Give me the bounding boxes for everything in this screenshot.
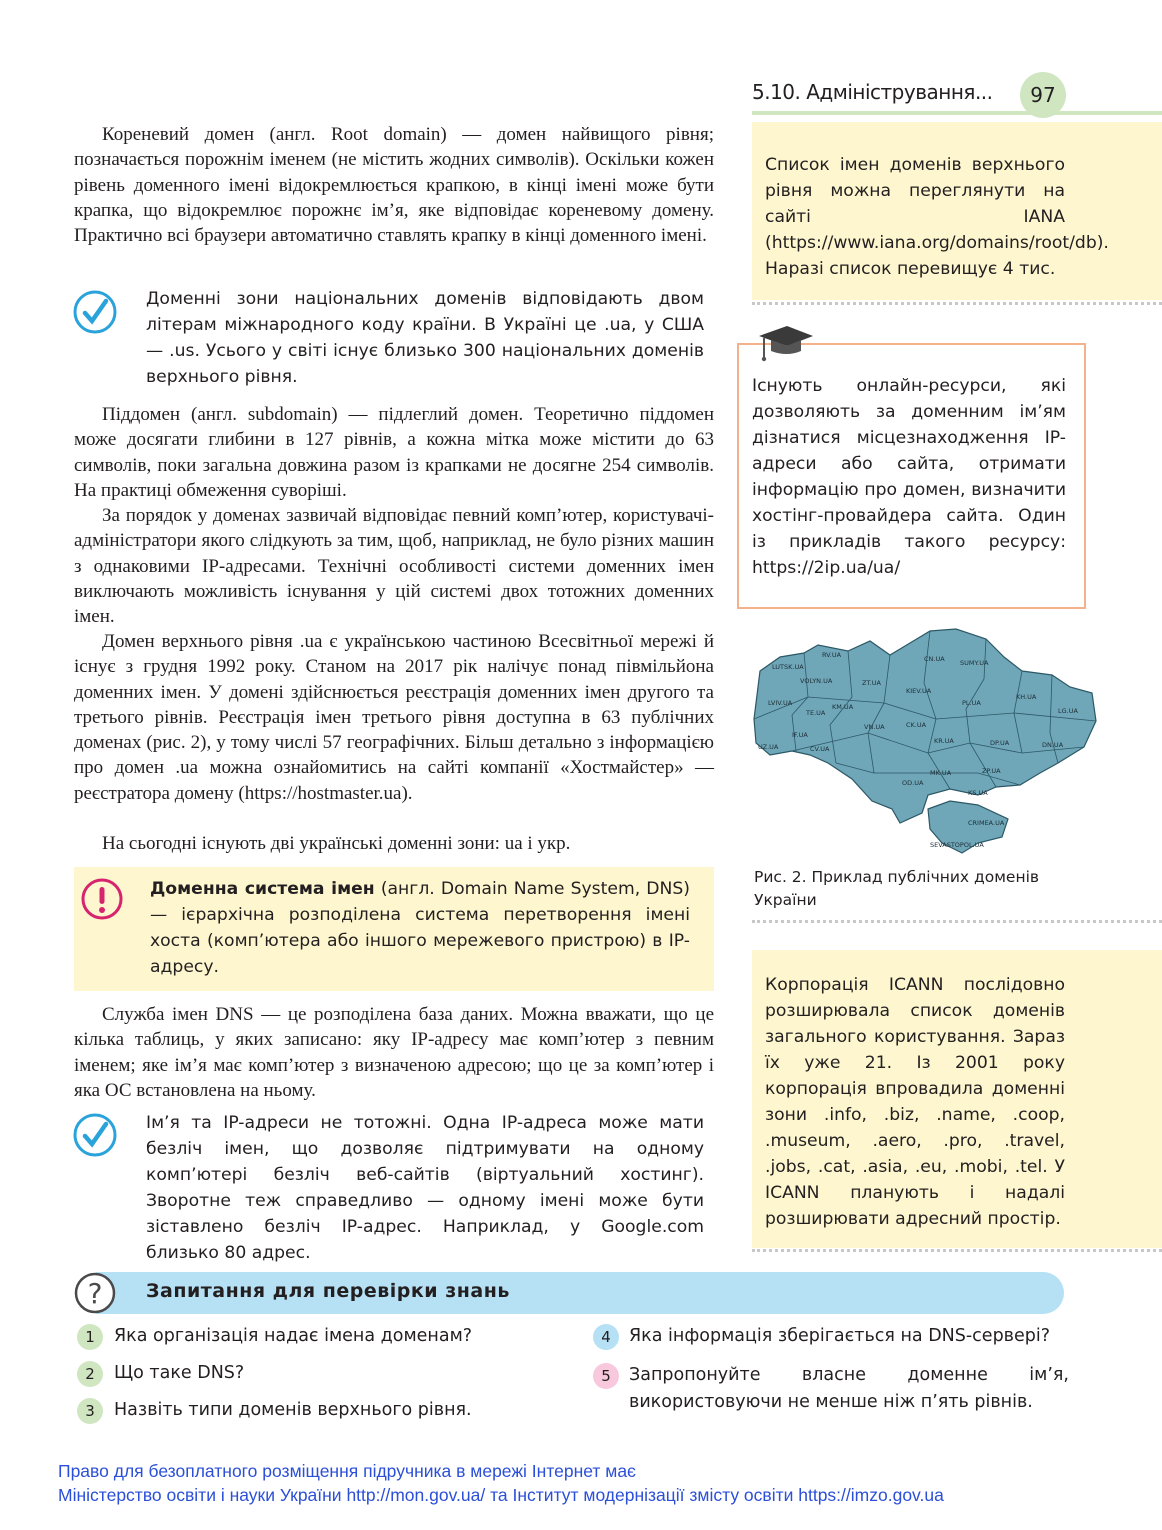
dotted-divider [752,1249,1162,1252]
map-region-label: DP.UA [990,739,1010,747]
check-icon [73,1113,117,1157]
question-number: 2 [77,1361,103,1387]
map-region-label: KR.UA [934,737,954,745]
map-region-label: MK.UA [930,769,952,777]
map-region-label: DN.UA [1042,741,1064,749]
paragraph-zones: На сьогодні існують дві українські доменні зони: ua і укр. [102,833,571,854]
map-region-label: OD.UA [902,779,924,787]
figure-caption: Рис. 2. Приклад публічних доменів України [754,868,1040,909]
header-rule [752,111,1162,115]
map-region-label: LUTSK.UA [772,663,804,671]
map-region-label: KIEV.UA [906,687,932,695]
map-region-label: ZP.UA [982,767,1001,775]
map-region-label: PL.UA [962,699,981,707]
ukraine-domains-map [752,623,1098,855]
map-region-label: VN.UA [864,723,885,731]
question-text: Яка організація надає імена доменам? [114,1326,473,1346]
section-title: 5.10. Адміністрування... [752,80,993,104]
map-region-label: KM.UA [832,703,854,711]
sidebar-text-iana: Список імен доменів верхнього рівня можна переглянути на сайті IANA (https://www.iana.org/domains/root/db). Наразі список перевищує 4 тис. [765,155,1109,279]
sidebar-text-online-resources: Існують онлайн-ресурси, які дозволяють за доменним ім’ям дізнатися місцезнаходження IP-адреси або сайта, отримати інформацію про домен, визначити хостінг-провайдера сайта. Один із прикладів такого ресурсу: https://2ip.ua/ua/ [752,376,1066,578]
question-text: Яка інформація зберігається на DNS-сервері? [629,1326,1051,1346]
map-region-label: IF.UA [792,731,808,739]
map-region-label: LVIV.UA [768,699,793,707]
footer-line-1: Право для безоплатного розміщення підручника в мережі Інтернет має [58,1461,636,1481]
map-region-label: KS.UA [968,789,988,797]
definition-body: (англ. Domain Name System, DNS) — ієрархічна розподілена система перетворення імені хоста (комп’ютера або іншого мережевого пристрою) в IP-адресу. [150,879,691,977]
check-icon [73,290,117,334]
question-text: Назвіть типи доменів верхнього рівня. [114,1400,472,1420]
map-region-label: CK.UA [906,721,927,729]
graduation-cap-icon [757,324,815,362]
map-region-label: SUMY.UA [960,659,989,667]
paragraph-dns-service: Служба імен DNS — це розподілена база даних. Можна вважати, що це кілька таблиць, у яких записано: яку IP-адресу має комп’ютер з певним іменем; яке ім’я має комп’ютер з визначеною адресою; що це за комп’ютер і яка ОС встановлена на ньому. [74,1004,714,1101]
map-region-label: SEVASTOPOL.UA [930,841,984,849]
map-region-label: CN.UA [924,655,945,663]
question-icon [74,1272,116,1314]
map-region-label: KH.UA [1016,693,1037,701]
paragraph-subdomain: Піддомен (англ. subdomain) — підлеглий домен. Теоретично піддомен може досягати глибини в 127 рівнів, а кожна мітка може містити до 63 символів, поки загальна довжина разом із крапками не досягне 254 символів. На практиці обмеження суворіші. [74,404,714,501]
definition-term: Доменна система імен [150,879,375,899]
note-names-and-ips: Ім’я та IP-адреси не тотожні. Одна IP-адреса може мати безліч імен, що дозволяє підтримувати на одному комп’ютері безліч веб-сайтів (віртуальний хостинг). Зворотне теж справедливо — одному імені може бути зіставлено безліч IP-адрес. Наприклад, у Google.com близько 80 адрес. [146,1113,704,1263]
svg-text:?: ? [87,1277,103,1310]
questions-title: Запитання для перевірки знань [146,1280,510,1302]
map-region-label: ZT.UA [862,679,881,687]
map-region-label: CV.UA [810,745,830,753]
question-text: Що таке DNS? [114,1363,245,1383]
question-number: 3 [77,1398,103,1424]
map-region-label: LG.UA [1058,707,1078,715]
page-number: 97 [1020,72,1066,118]
map-region-label: TE.UA [806,709,826,717]
paragraph-domain-admin: За порядок у доменах зазвичай відповідає певний комп’ютер, користувачі-адміністратори якого слідкують за тим, щоб, наприклад, не було різних машин з однаковими IP-адресами. Технічні особливості системи доменних імен виключають можливість існування у цій системі двох тотожних доменних імен. [74,505,714,628]
map-region-label: RV.UA [822,651,842,659]
map-region-label: CRIMEA.UA [968,819,1005,827]
dotted-divider [752,302,1162,305]
question-number: 1 [77,1324,103,1350]
paragraph-root-domain: Кореневий домен (англ. Root domain) — домен найвищого рівня; позначається порожнім іменем (не містить жодних символів). Оскільки кожен рівень доменного імені відокремлюється крапкою, в кінці імені може бути крапка, що відокремлює порожнє ім’я, яке відповідає кореневому домену. Практично всі браузери автоматично ставлять крапку в кінці доменного імені. [74,124,714,247]
paragraph-ua-domain: Домен верхнього рівня .ua є українською частиною Всесвітньої мережі й існує з грудня 1992 року. Станом на 2017 рік налічує понад півмільйона доменних імен. У домені здійснюється реєстрація доменних імен другого та третього рівнів. Реєстрація імен третього рівня доступна в 63 публічних доменах (рис. 2), у тому числі 57 географічних. Більш детально з інформацією про домен .ua можна ознайомитись на сайті компанії «Хостмайстер» — реєстратора домену (https://hostmaster.ua). [74,631,714,804]
question-text: Запропонуйте власне доменне ім’я, використовуючи не менше ніж п’ять рівнів. [629,1365,1069,1412]
footer-line-2: Міністерство освіти і науки України http://mon.gov.ua/ та Інститут модернізації змісту освіти https://imzo.gov.ua [58,1485,944,1505]
definition-dns [150,876,690,980]
note-national-domains: Доменні зони національних доменів відповідають двом літерам міжнародного коду країни. В Україні це .ua, у США — .us. Усього у світі існує близько 300 національних доменів верхнього рівня. [146,289,704,387]
sidebar-text-icann: Корпорація ICANN послідовно розширювала список доменів загального користування. Зараз їх уже 21. Із 2001 року корпорація впровадила доменні зони .info, .biz, .name, .coop, .museum, .aero, .pro, .travel, .jobs, .cat, .asia, .eu, .mobi, .tel. У ICANN планують і надалі розширювати адресний простір. [765,975,1065,1229]
map-region-label: VOLYN.UA [800,677,833,685]
question-number: 4 [593,1324,619,1350]
map-region-label: UZ.UA [758,743,779,751]
exclamation-icon [81,878,123,920]
question-number: 5 [593,1363,619,1389]
dotted-divider [752,920,1162,923]
